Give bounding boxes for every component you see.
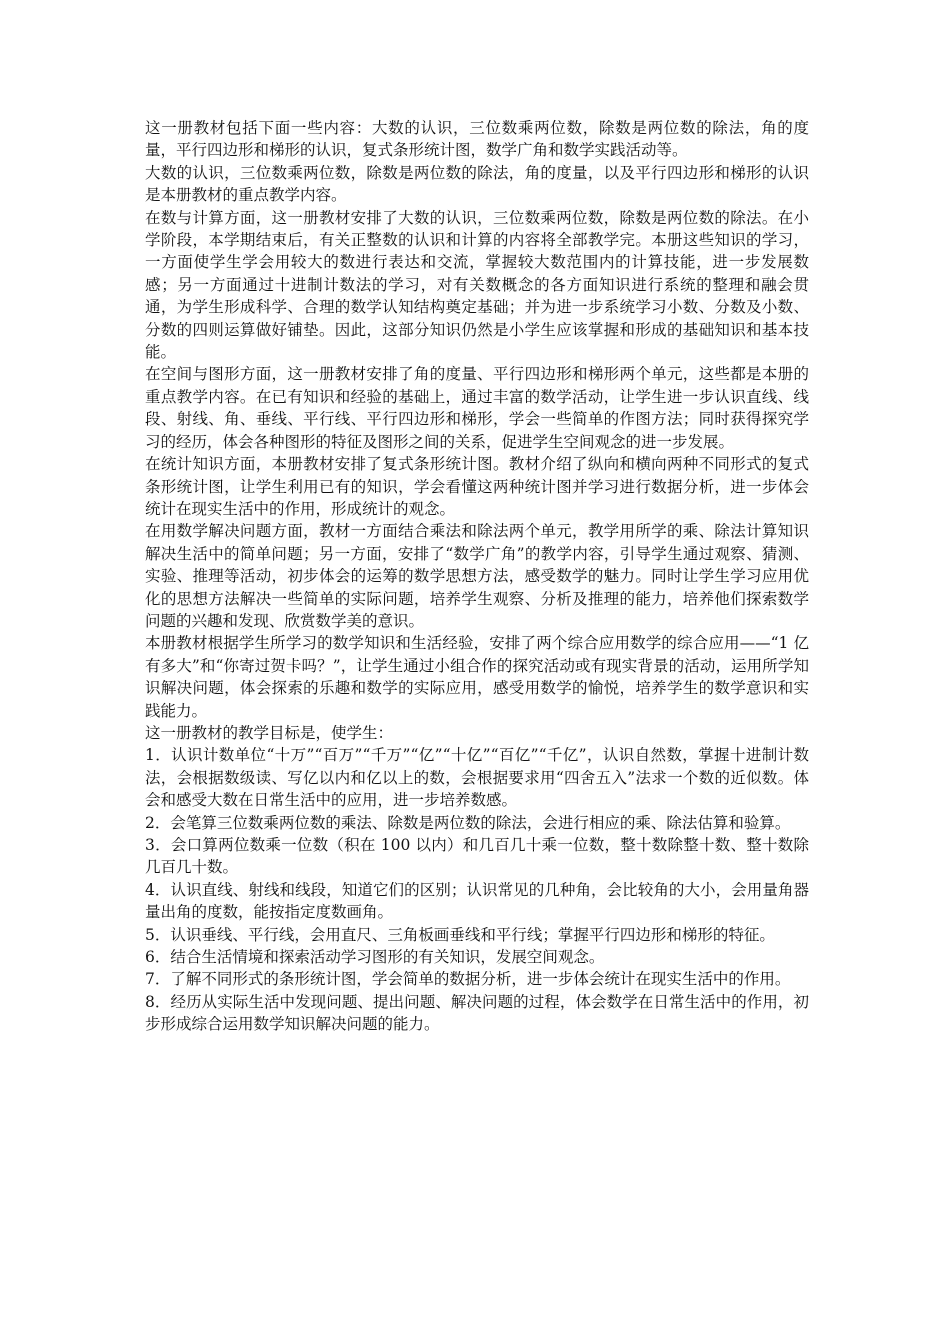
goal-item-2: 2．会笔算三位数乘两位数的乘法、除数是两位数的除法，会进行相应的乘、除法估算和验算。 — [145, 813, 791, 832]
paragraph-key-content: 大数的认识，三位数乘两位数，除数是两位数的除法，角的度量，以及平行四边形和梯形的认识是本册教材的重点教学内容。 — [145, 163, 809, 205]
goal-item-1: 1．认识计数单位“十万”“百万”“千万”“亿”“十亿”“百亿”“千亿”，认识自然数，掌握十进制计数法，会根据数级读、写亿以内和亿以上的数，会根据要求用“四舍五入”法求一个数的近似数。体会和感受大数在日常生活中的应用，进一步培养数感。 — [145, 746, 809, 810]
paragraph-overview: 这一册教材包括下面一些内容：大数的认识，三位数乘两位数，除数是两位数的除法，角的度量，平行四边形和梯形的认识，复式条形统计图，数学广角和数学实践活动等。 — [145, 119, 809, 160]
paragraph-comprehensive-application: 本册教材根据学生所学习的数学知识和生活经验，安排了两个综合应用数学的综合应用——“1 亿有多大”和“你寄过贺卡吗？”，让学生通过小组合作的探究活动或有现实背景的活动，运用所学知识解决问题，体会探索的乐趣和数学的实际应用，感受用数学的愉悦，培养学生的数学意识和实践能力。 — [145, 634, 809, 720]
goal-item-8: 8．经历从实际生活中发现问题、提出问题、解决问题的过程，体会数学在日常生活中的作用，初步形成综合运用数学知识解决问题的能力。 — [145, 992, 809, 1034]
paragraph-space-geometry: 在空间与图形方面，这一册教材安排了角的度量、平行四边形和梯形两个单元，这些都是本册的重点教学内容。在已有知识和经验的基础上，通过丰富的数学活动，让学生进一步认识直线、线段、射线、角、垂线、平行线、平行四边形和梯形，学会一些简单的作图方法；同时获得探究学习的经历，体会各种图形的特征及图形之间的关系，促进学生空间观念的进一步发展。 — [145, 365, 809, 451]
goal-item-3: 3．会口算两位数乘一位数（积在 100 以内）和几百几十乘一位数，整十数除整十数、整十数除几百几十数。 — [145, 836, 809, 877]
paragraph-number-calculation: 在数与计算方面，这一册教材安排了大数的认识，三位数乘两位数，除数是两位数的除法。在小学阶段，本学期结束后，有关正整数的认识和计算的内容将全部教学完。本册这些知识的学习，一方面使学生学会用较大的数进行表达和交流，掌握较大数范围内的计算技能，进一步发展数感；另一方面通过十进制计数法的学习，对有关数概念的各方面知识进行系统的整理和融会贯通，为学生形成科学、合理的数学认知结构奠定基础；并为进一步系统学习小数、分数及小数、分数的四则运算做好铺垫。因此，这部分知识仍然是小学生应该掌握和形成的基础知识和基本技能。 — [145, 208, 809, 362]
goal-item-7: 7．了解不同形式的条形统计图，学会简单的数据分析，进一步体会统计在现实生活中的作用。 — [145, 970, 791, 989]
paragraph-problem-solving: 在用数学解决问题方面，教材一方面结合乘法和除法两个单元，教学用所学的乘、除法计算知识解决生活中的简单问题；另一方面，安排了“数学广角”的教学内容，引导学生通过观察、猜测、实验、推理等活动，初步体会的运筹的数学思想方法，感受数学的魅力。同时让学生学习应用优化的思想方法解决一些简单的实际问题，培养学生观察、分析及推理的能力，培养他们探索数学问题的兴趣和发现、欣赏数学美的意识。 — [145, 522, 809, 630]
goal-item-4: 4．认识直线、射线和线段，知道它们的区别；认识常见的几种角，会比较角的大小，会用量角器量出角的度数，能按指定度数画角。 — [145, 880, 809, 922]
paragraph-goals-intro: 这一册教材的教学目标是，使学生： — [145, 723, 394, 742]
goal-item-5: 5．认识垂线、平行线，会用直尺、三角板画垂线和平行线；掌握平行四边形和梯形的特征。 — [145, 925, 775, 944]
document-body — [145, 117, 809, 1036]
goal-item-6: 6．结合生活情境和探索活动学习图形的有关知识，发展空间观念。 — [145, 948, 605, 967]
paragraph-statistics: 在统计知识方面，本册教材安排了复式条形统计图。教材介绍了纵向和横向两种不同形式的复式条形统计图，让学生利用已有的知识，学会看懂这两种统计图并学习进行数据分析，进一步体会统计在现实生活中的作用，形成统计的观念。 — [145, 455, 809, 518]
